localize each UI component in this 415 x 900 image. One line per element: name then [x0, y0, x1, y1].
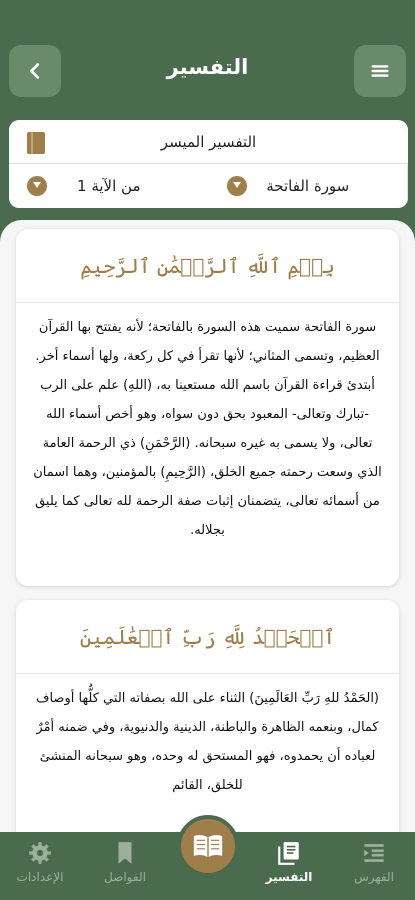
book-icon [27, 132, 45, 154]
list-icon [361, 840, 387, 866]
gear-icon [27, 840, 53, 866]
bookmark-icon [112, 840, 138, 866]
chevron-down-icon [27, 176, 47, 196]
open-book-icon [191, 829, 225, 863]
quran-read-button[interactable] [177, 815, 239, 877]
nav-label: التفسير [265, 870, 313, 884]
tafsir-text: سورة الفاتحة سميت هذه السورة بالفاتحة؛ لأنه يفتتح بها القرآن العظيم، وتسمى المثاني؛ لأنها تقرأ في كل ركعة، ولها أسماء أخر. أبتدئ قراءة القرآن باسم الله مستعينا به، (اللهِ) علم على الرب -تبارك وتعالى- المعبود بحق دون سواه، وهو أخص أسماء الله تعالى، ولا يسمى به غيره سبحانه. (الرَّحْمَنِ) ذي الرحمة العامة الذي وسعت رحمته جميع الخلق، (الرَّحِيمِ) بالمؤمنين، وهما اسمان من أسمائه تعالى، يتضمنان إثبات صفة الرحمة لله تعالى كما يليق بجلاله. [33, 320, 382, 538]
nav-item-settings[interactable] [0, 840, 80, 884]
verse-text: بِسۡمِ ٱللَّهِ ٱلرَّحۡمَٰنِ ٱلرَّحِيمِ [16, 229, 399, 303]
tafsir-card [16, 229, 399, 586]
nav-item-bookmarks[interactable] [85, 840, 165, 884]
verse-text: ٱلۡحَمۡدُ لِلَّهِ رَبِّ ٱلۡعَٰلَمِينَ [16, 600, 399, 674]
ayah-select[interactable] [9, 164, 209, 208]
tafsir-source-select[interactable] [9, 120, 408, 164]
tafsir-text: (الحَمْدُ للهِ رَبِّ العَالَمِينَ) الثناء على الله بصفاته التي كلُّها أوصاف كمال، وبنعمه الظاهرة والباطنة، الدينية والدنيوية، وفي ضمنه أمْرٌ لعباده أن يحمدوه، فهو المستحق له وحده، وهو سبحانه المنشئ للخلق، القائم [35, 691, 379, 793]
chevron-down-icon [227, 176, 247, 196]
page-title: التفسير [166, 55, 249, 79]
app-header [0, 0, 415, 120]
book-stack-icon [276, 840, 302, 866]
menu-icon [369, 60, 391, 82]
nav-item-tafsir[interactable] [249, 840, 329, 884]
nav-label: الفواصل [104, 870, 146, 884]
tafsir-selector [9, 120, 408, 208]
nav-label: الإعدادات [16, 870, 64, 884]
surah-select-label: سورة الفاتحة [266, 177, 350, 195]
surah-select[interactable] [209, 164, 409, 208]
tafsir-source-label: التفسير الميسر [160, 132, 257, 151]
nav-label: الفهرس [354, 870, 394, 884]
ayah-select-label: من الآية 1 [77, 177, 141, 195]
menu-button[interactable] [354, 45, 406, 97]
tafsir-content[interactable] [0, 220, 415, 832]
tafsir-card [16, 600, 399, 832]
nav-item-index[interactable] [334, 840, 414, 884]
